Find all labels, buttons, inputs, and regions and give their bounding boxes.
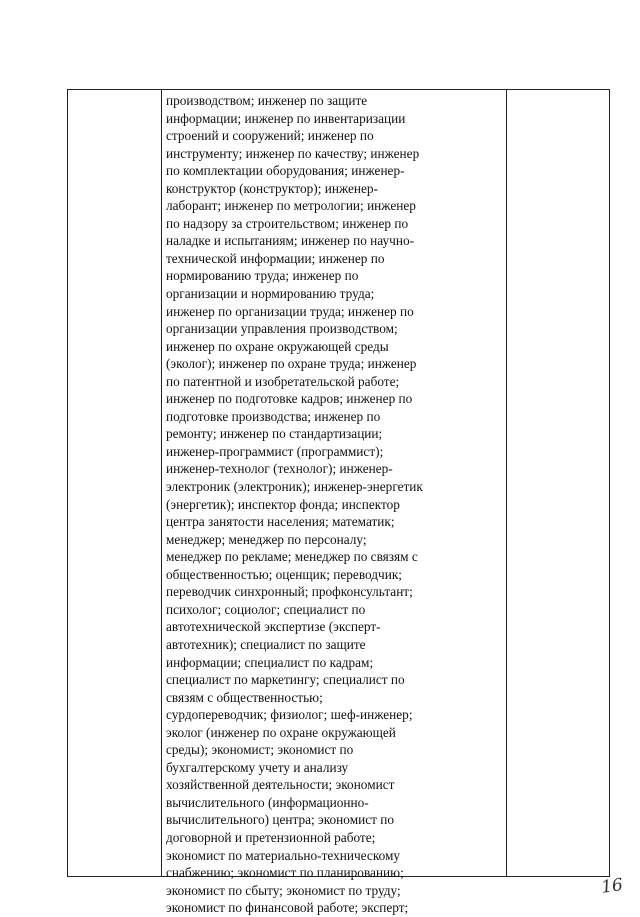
text-line: инструменту; инженер по качеству; инженер bbox=[166, 145, 420, 161]
text-line: инженер-технолог (технолог); инженер- bbox=[166, 461, 393, 477]
text-line: организации управления производством; bbox=[166, 321, 398, 337]
text-line: организации и нормированию труда; bbox=[166, 286, 375, 302]
text-line: технической информации; инженер по bbox=[166, 250, 385, 266]
text-line: инженер-программист (программист); bbox=[166, 443, 384, 459]
text-line: специалист по маркетингу; специалист по bbox=[166, 672, 405, 688]
text-line: договорной и претензионной работе; bbox=[166, 829, 376, 845]
text-line: информации; специалист по кадрам; bbox=[166, 654, 374, 670]
text-line: электроник (электроник); инженер-энергетик bbox=[166, 479, 423, 495]
text-line: психолог; социолог; специалист по bbox=[166, 601, 366, 617]
text-line: (энергетик); инспектор фонда; инспектор bbox=[166, 496, 400, 512]
text-line: лаборант; инженер по метрологии; инженер bbox=[166, 198, 416, 214]
table-column-divider-right bbox=[506, 90, 507, 876]
text-line: менеджер по рекламе; менеджер по связям с bbox=[166, 549, 418, 565]
text-line: экономист по финансовой работе; эксперт; bbox=[166, 900, 409, 916]
document-table bbox=[67, 89, 610, 916]
text-line: подготовке производства; инженер по bbox=[166, 408, 381, 424]
text-line: нормированию труда; инженер по bbox=[166, 268, 359, 284]
text-line: хозяйственной деятельности; экономист bbox=[166, 777, 395, 793]
text-line: наладке и испытаниям; инженер по научно- bbox=[166, 233, 415, 249]
text-line: вычислительного (информационно- bbox=[166, 794, 369, 810]
text-line: инженер по охране окружающей среды bbox=[166, 338, 389, 354]
text-line: центра занятости населения; математик; bbox=[166, 514, 395, 530]
text-line: экономист по материально-техническому bbox=[166, 847, 401, 863]
text-line: среды); экономист; экономист по bbox=[166, 742, 354, 758]
text-line: бухгалтерскому учету и анализу bbox=[166, 759, 349, 775]
text-line: вычислительного) центра; экономист по bbox=[166, 812, 395, 828]
text-line: сурдопереводчик; физиолог; шеф-инженер; bbox=[166, 707, 413, 723]
text-line: инженер по организации труда; инженер по bbox=[166, 303, 414, 319]
text-line: (эколог); инженер по охране труда; инженер bbox=[166, 356, 417, 372]
text-line: снабжению; экономист по планированию; bbox=[166, 865, 404, 881]
page-number: 16 bbox=[600, 874, 625, 898]
text-line: ремонту; инженер по стандартизации; bbox=[166, 426, 383, 442]
text-line: информации; инженер по инвентаризации bbox=[166, 110, 406, 126]
text-line: производством; инженер по защите bbox=[166, 93, 368, 108]
table-column-divider-left bbox=[161, 90, 162, 876]
text-line: по патентной и изобретательской работе; bbox=[166, 373, 400, 389]
text-line: связям с общественностью; bbox=[166, 689, 323, 705]
table-text-cell bbox=[166, 92, 502, 916]
text-line: по комплектации оборудования; инженер- bbox=[166, 163, 405, 179]
text-line: автотехник); специалист по защите bbox=[166, 636, 366, 652]
text-line: инженер по подготовке кадров; инженер по bbox=[166, 391, 413, 407]
text-line: автотехнической экспертизе (эксперт- bbox=[166, 619, 381, 635]
text-line: строений и сооружений; инженер по bbox=[166, 128, 374, 144]
text-line: переводчик синхронный; профконсультант; bbox=[166, 584, 413, 600]
text-line: менеджер; менеджер по персоналу; bbox=[166, 531, 367, 547]
text-line: по надзору за строительством; инженер по bbox=[166, 215, 409, 231]
text-line: экономист по сбыту; экономист по труду; bbox=[166, 882, 401, 898]
text-line: общественностью; оценщик; переводчик; bbox=[166, 566, 403, 582]
text-line: эколог (инженер по охране окружающей bbox=[166, 724, 396, 740]
text-line: конструктор (конструктор); инженер- bbox=[166, 180, 378, 196]
